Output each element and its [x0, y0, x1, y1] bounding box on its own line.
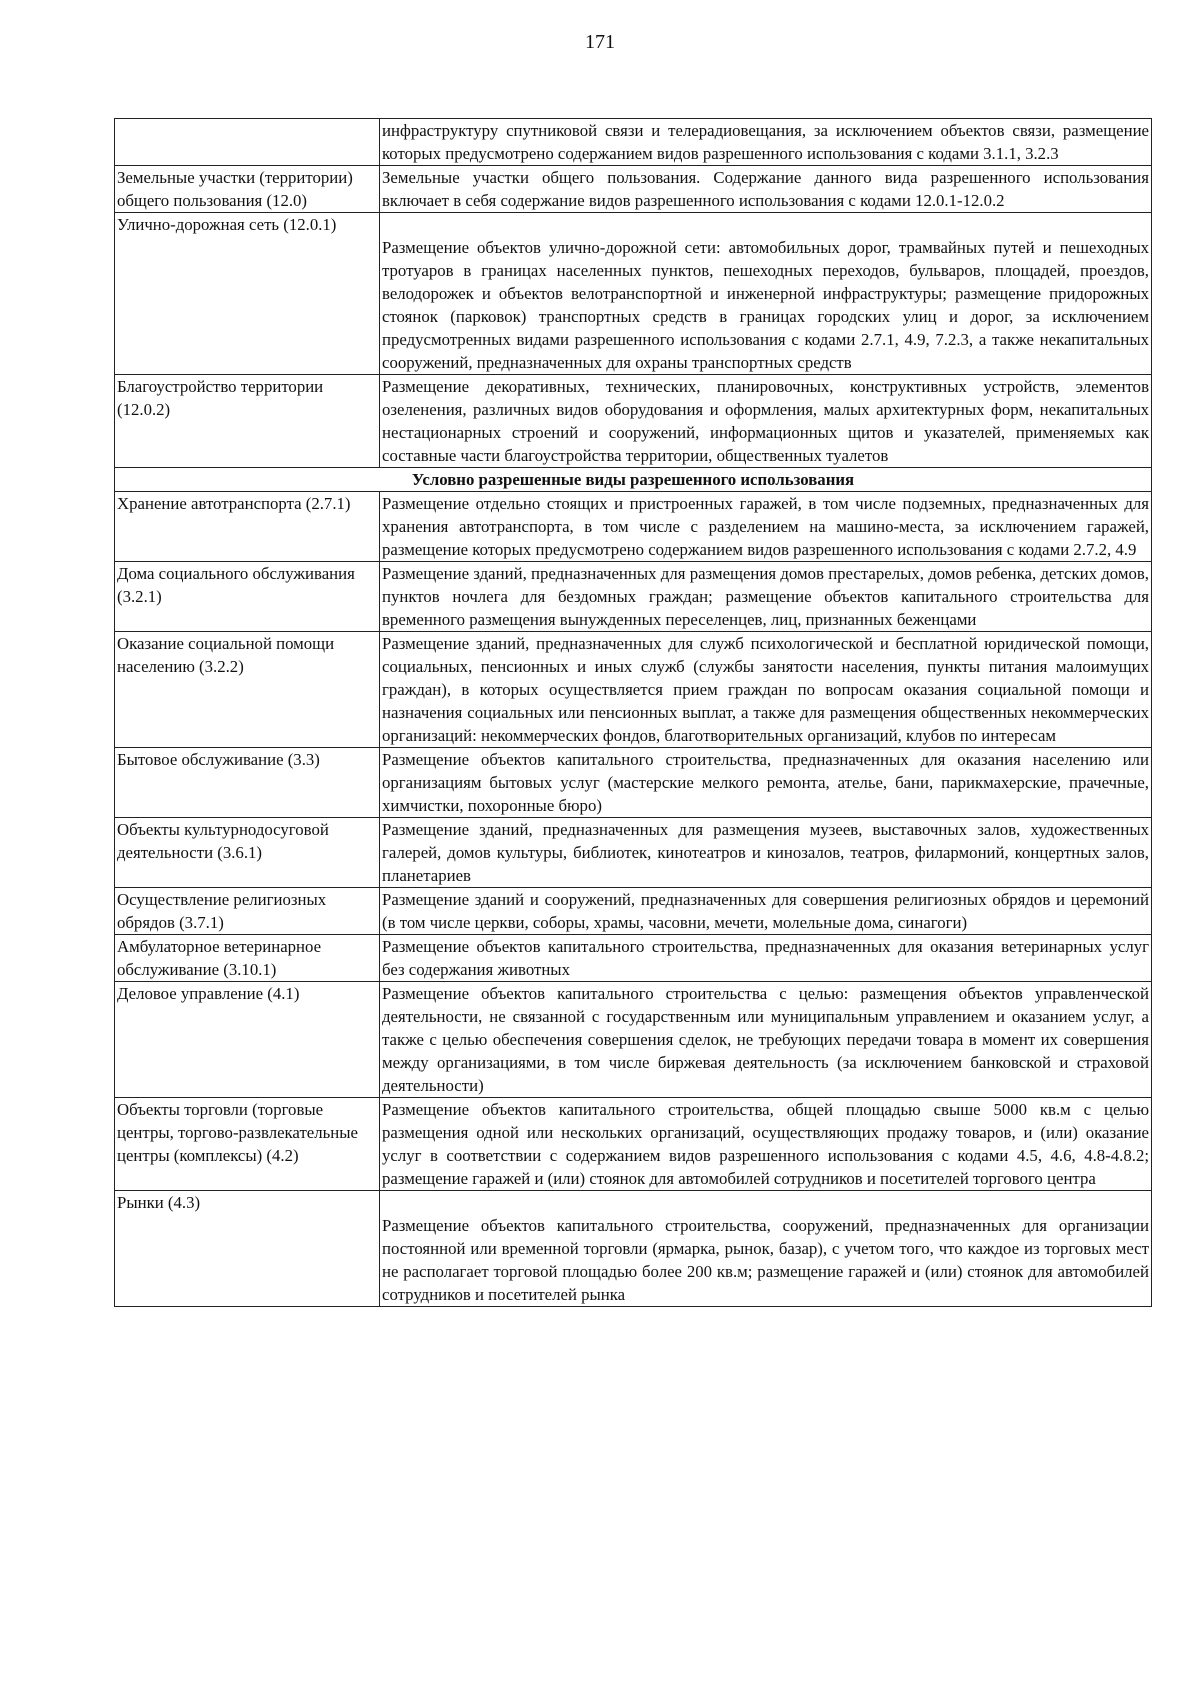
use-description: Размещение зданий и сооружений, предназначенных для совершения религиозных обрядов и церемоний (в том числе церкви, соборы, храмы, часовни, мечети, молельные дома, синагоги): [380, 888, 1152, 935]
table-row: [115, 935, 1152, 982]
table-row: [115, 632, 1152, 748]
use-description: Размещение декоративных, технических, планировочных, конструктивных устройств, элементов озеленения, различных видов оборудования и оформления, малых архитектурных форм, некапитальных нестационарных строений и сооружений, информационных щитов и указателей, применяемых как составные части благоустройства территории, общественных туалетов: [380, 375, 1152, 468]
use-description: Размещение объектов капитального строительства, сооружений, предназначенных для организации постоянной или временной торговли (ярмарка, рынок, базар), с учетом того, что каждое из торговых мест не располагает торговой площадью более 200 кв.м; размещение гаражей и (или) стоянок для автомобилей сотрудников и посетителей рынка: [382, 1216, 1149, 1304]
use-name: Деловое управление (4.1): [115, 982, 380, 1098]
use-name: Благоустройство территории (12.0.2): [115, 375, 380, 468]
use-name: [115, 119, 380, 166]
table-row: [115, 213, 1152, 375]
use-description: Размещение объектов капитального строительства, общей площадью свыше 5000 кв.м с целью размещения одной или нескольких организаций, осуществляющих продажу товаров, и (или) оказание услуг в соответствии с содержанием видов разрешенного использования с кодами 4.5, 4.6, 4.8-4.8.2; размещение гаражей и (или) стоянок для автомобилей сотрудников и посетителей торгового центра: [380, 1098, 1152, 1191]
table-row: [115, 1098, 1152, 1191]
use-name: Оказание социальной помощи населению (3.2.2): [115, 632, 380, 748]
table-row: [115, 818, 1152, 888]
section-row: [115, 468, 1152, 492]
use-description: Размещение зданий, предназначенных для служб психологической и бесплатной юридической помощи, социальных, пенсионных и иных служб (службы занятости населения, пункты питания малоимущих граждан), в которых осуществляется прием граждан по вопросам оказания социальной помощи и назначения социальных или пенсионных выплат, а также для размещения общественных некоммерческих организаций: некоммерческих фондов, благотворительных организаций, клубов по интересам: [380, 632, 1152, 748]
use-name: Осуществление религиозных обрядов (3.7.1): [115, 888, 380, 935]
use-description-cell: [380, 1191, 1152, 1307]
table-row: [115, 982, 1152, 1098]
land-use-table: [114, 118, 1152, 1307]
page-number: 171: [585, 31, 615, 53]
use-description: Размещение объектов капитального строительства с целью: размещения объектов управленческой деятельности, не связанной с государственным или муниципальным управлением и оказанием услуг, а также с целью обеспечения совершения сделок, не требующих передачи товара в момент их совершения между организациями, в том числе биржевая деятельность (за исключением банковской и страховой деятельности): [380, 982, 1152, 1098]
use-description: Размещение объектов капитального строительства, предназначенных для оказания населению или организациям бытовых услуг (мастерские мелкого ремонта, ателье, бани, парикмахерские, прачечные, химчистки, похоронные бюро): [380, 748, 1152, 818]
use-description: Размещение зданий, предназначенных для размещения домов престарелых, домов ребенка, детских домов, пунктов ночлега для бездомных граждан; размещение объектов капитального строительства для временного размещения вынужденных переселенцев, лиц, признанных беженцами: [380, 562, 1152, 632]
table-row: [115, 166, 1152, 213]
use-description: Размещение объектов капитального строительства, предназначенных для оказания ветеринарных услуг без содержания животных: [380, 935, 1152, 982]
use-name: Объекты культурнодосуговой деятельности (3.6.1): [115, 818, 380, 888]
table-row: [115, 1191, 1152, 1307]
section-heading: Условно разрешенные виды разрешенного использования: [115, 468, 1152, 492]
use-description: инфраструктуру спутниковой связи и телерадиовещания, за исключением объектов связи, размещение которых предусмотрено содержанием видов разрешенного использования с кодами 3.1.1, 3.2.3: [380, 119, 1152, 166]
table-row: [115, 748, 1152, 818]
table-row: [115, 492, 1152, 562]
table-row: [115, 562, 1152, 632]
table-row: [115, 375, 1152, 468]
table-row: [115, 888, 1152, 935]
use-description: Размещение зданий, предназначенных для размещения музеев, выставочных залов, художественных галерей, домов культуры, библиотек, кинотеатров и кинозалов, театров, филармоний, концертных залов, планетариев: [380, 818, 1152, 888]
use-name: Дома социального обслуживания (3.2.1): [115, 562, 380, 632]
use-name: Объекты торговли (торговые центры, торгово-развлекательные центры (комплексы) (4.2): [115, 1098, 380, 1191]
use-name: Хранение автотранспорта (2.7.1): [115, 492, 380, 562]
use-description: Размещение объектов улично-дорожной сети: автомобильных дорог, трамвайных путей и пешеходных тротуаров в границах населенных пунктов, пешеходных переходов, бульваров, площадей, проездов, велодорожек и объектов велотранспортной и инженерной инфраструктуры; размещение придорожных стоянок (парковок) транспортных средств в границах городских улиц и дорог, за исключением предусмотренных видами разрешенного использования с кодами 2.7.1, 4.9, 7.2.3, а также некапитальных сооружений, предназначенных для охраны транспортных средств: [382, 238, 1149, 372]
use-name: Земельные участки (территории) общего пользования (12.0): [115, 166, 380, 213]
use-name: Амбулаторное ветеринарное обслуживание (3.10.1): [115, 935, 380, 982]
use-description: Размещение отдельно стоящих и пристроенных гаражей, в том числе подземных, предназначенных для хранения автотранспорта, в том числе с разделением на машино-места, за исключением гаражей, размещение которых предусмотрено содержанием видов разрешенного использования с кодами 2.7.2, 4.9: [380, 492, 1152, 562]
use-name: Улично-дорожная сеть (12.0.1): [115, 213, 380, 375]
use-description: Земельные участки общего пользования. Содержание данного вида разрешенного использования включает в себя содержание видов разрешенного использования с кодами 12.0.1-12.0.2: [380, 166, 1152, 213]
table-row: [115, 119, 1152, 166]
use-name: Бытовое обслуживание (3.3): [115, 748, 380, 818]
use-name: Рынки (4.3): [115, 1191, 380, 1307]
use-description-cell: [380, 213, 1152, 375]
